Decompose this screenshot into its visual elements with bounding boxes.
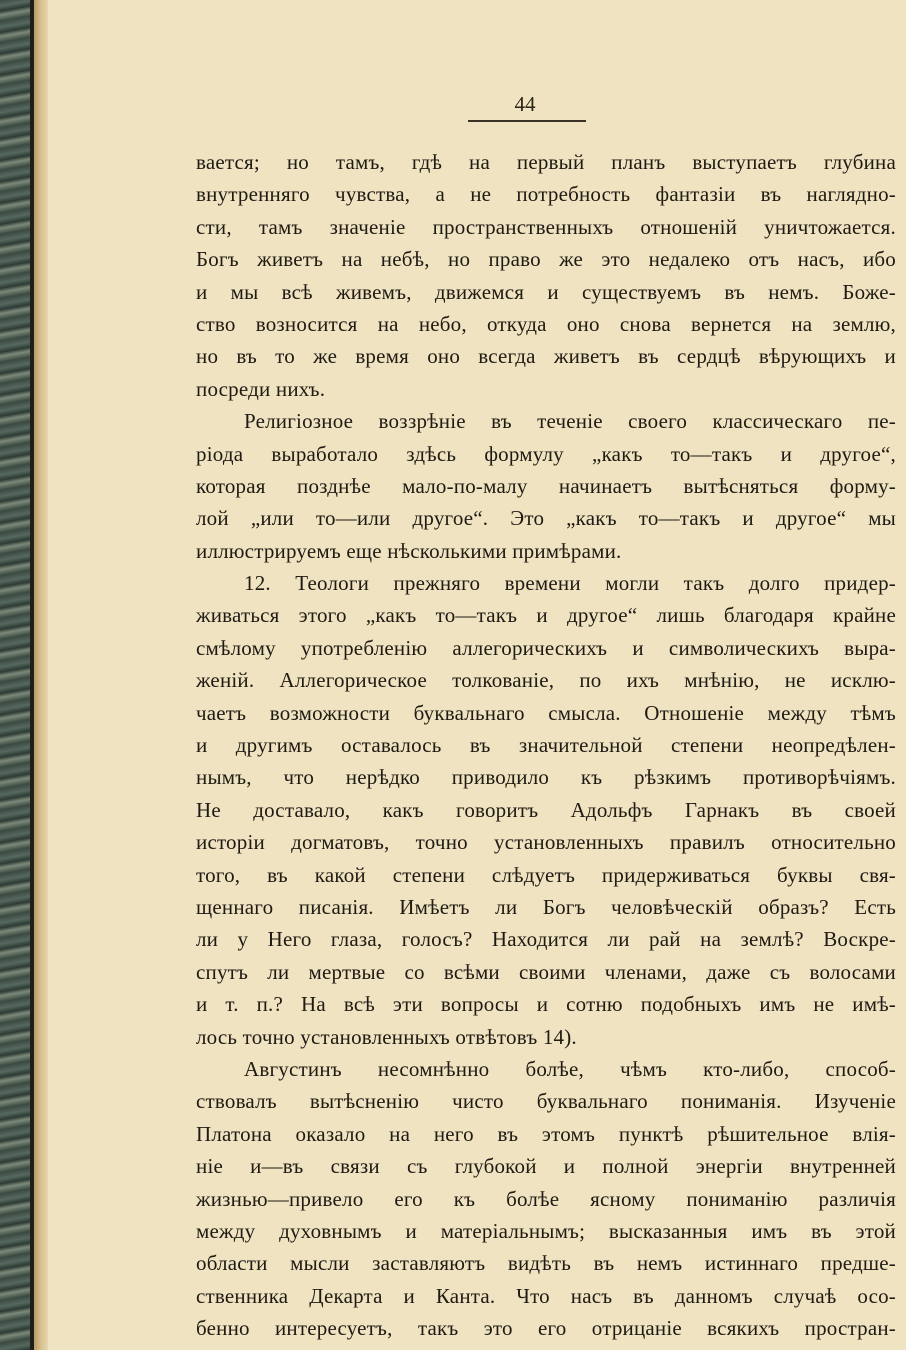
text-line: области мысли заставляютъ видѣть въ немъ истиннаго предше- <box>196 1251 896 1276</box>
text-line: ріода выработало здѣсь формулу „какъ то—такъ и другое“, <box>196 441 896 466</box>
text-line: щеннаго писанія. Имѣетъ ли Богъ человѣческій образъ? Есть <box>196 894 896 919</box>
text-line: лось точно установленныхъ отвѣтовъ 14). <box>196 1024 577 1049</box>
text-line: но въ то же время оно всегда живетъ въ сердцѣ вѣрующихъ и <box>196 344 896 369</box>
text-line: того, въ какой степени слѣдуетъ придерживаться буквы свя- <box>196 862 896 887</box>
text-line: внутренняго чувства, а не потребность фантазіи въ наглядно- <box>196 182 896 207</box>
text-line: жизнью—привело его къ болѣе ясному пониманію различія <box>196 1186 896 1211</box>
text-line: Не доставало, какъ говоритъ Адольфъ Гарнакъ въ своей <box>196 797 896 822</box>
text-line: и другимъ оставалось въ значительной степени неопредѣлен- <box>196 733 896 758</box>
text-line: исторіи догматовъ, точно установленныхъ правилъ относительно <box>196 830 896 855</box>
text-line: 12. Теологи прежняго времени могли такъ долго придер- <box>244 571 896 596</box>
page-edge <box>34 0 48 1350</box>
text-line: ство возносится на небо, откуда оно снова вернется на землю, <box>196 311 896 336</box>
text-line: и т. п.? На всѣ эти вопросы и сотню подобныхъ имъ не имѣ- <box>196 992 896 1017</box>
text-line: ственника Декарта и Канта. Что насъ въ данномъ случаѣ осо- <box>196 1283 896 1308</box>
body-text <box>196 146 896 1344</box>
page-number-rule <box>468 120 586 122</box>
text-line: Религіозное воззрѣніе въ теченіе своего классическаго пе- <box>244 409 896 434</box>
page-number: 44 <box>514 92 536 116</box>
text-line: иллюстрируемъ еще нѣсколькими примѣрами. <box>196 538 622 563</box>
text-line: между духовнымъ и матеріальнымъ; высказанныя имъ въ этой <box>196 1218 896 1243</box>
text-line: и мы всѣ живемъ, движемся и существуемъ въ немъ. Боже- <box>196 279 896 304</box>
text-line: сти, тамъ значеніе пространственныхъ отношеній уничтожается. <box>196 214 896 239</box>
text-line: лой „или то—или другое“. Это „какъ то—такъ и другое“ мы <box>196 506 896 531</box>
text-line: нымъ, что нерѣдко приводило къ рѣзкимъ противорѣчіямъ. <box>196 765 896 790</box>
text-line: ніе и—въ связи съ глубокой и полной энергіи внутренней <box>196 1154 896 1179</box>
book-binding <box>0 0 30 1350</box>
text-line: чаетъ возможности буквальнаго смысла. Отношеніе между тѣмъ <box>196 700 896 725</box>
text-line: спутъ ли мертвые со всѣми своими членами, даже съ волосами <box>196 959 896 984</box>
text-line: Богъ живетъ на небѣ, но право же это недалеко отъ насъ, ибо <box>196 247 896 272</box>
text-line: смѣлому употребленію аллегорическихъ и символическихъ выра- <box>196 635 896 660</box>
text-line: ли у Него глаза, голосъ? Находится ли рай на землѣ? Воскре- <box>196 927 896 952</box>
text-line: ствовалъ вытѣсненію чисто буквальнаго пониманія. Изученіе <box>196 1089 896 1114</box>
text-line: Августинъ несомнѣнно болѣе, чѣмъ кто-либо, способ- <box>244 1056 896 1081</box>
text-line: бенно интересуетъ, такъ это его отрицаніе всякихъ простран- <box>196 1316 896 1341</box>
text-line: женій. Аллегорическое толкованіе, по ихъ мнѣнію, не исклю- <box>196 668 896 693</box>
text-line: Платона оказало на него въ этомъ пунктѣ рѣшительное влія- <box>196 1121 896 1146</box>
text-line: посреди нихъ. <box>196 376 326 401</box>
text-line: которая позднѣе мало-по-малу начинаетъ вытѣсняться форму- <box>196 473 896 498</box>
text-line: живаться этого „какъ то—такъ и другое“ лишь благодаря крайне <box>196 603 896 628</box>
text-line: вается; но тамъ, гдѣ на первый планъ выступаетъ глубина <box>196 150 896 174</box>
